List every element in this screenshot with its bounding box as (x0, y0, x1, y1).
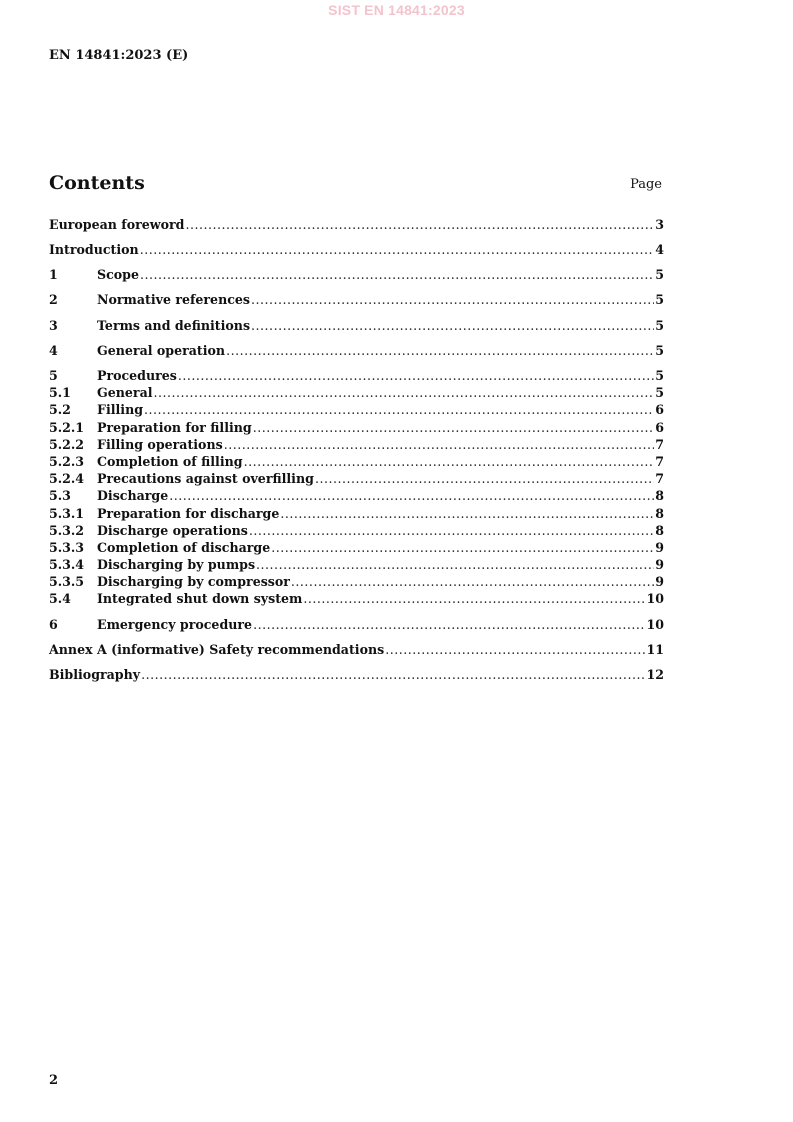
toc-dot-leader (280, 505, 654, 522)
page-column-label: Page (630, 177, 662, 192)
toc-entry-page: 5 (655, 292, 664, 307)
toc-entry-title: Filling operations (97, 437, 223, 452)
toc-entry-title: Preparation for discharge (97, 506, 280, 521)
toc-entry-title: Discharging by compressor (97, 574, 290, 589)
toc-entry-page: 6 (655, 420, 664, 435)
toc-dot-leader (253, 419, 655, 436)
toc-entry[interactable] (49, 573, 664, 590)
toc-entry-page: 8 (655, 523, 664, 538)
toc-dot-leader (154, 384, 655, 401)
toc-entry[interactable] (49, 384, 664, 401)
toc-entry-title: General (97, 385, 153, 400)
toc-entry-title: Scope (97, 267, 139, 282)
toc-entry-number: 5.3.1 (49, 506, 85, 521)
toc-entry[interactable] (49, 216, 664, 233)
toc-entry-title: Discharging by pumps (97, 557, 256, 572)
toc-entry-number: 5.3 (49, 488, 71, 503)
toc-dot-leader (249, 522, 654, 539)
toc-entry[interactable] (49, 470, 664, 487)
toc-entry[interactable] (49, 616, 664, 633)
toc-entry-number: 4 (49, 343, 58, 358)
toc-dot-leader (303, 590, 645, 607)
toc-entry-page: 11 (646, 642, 664, 657)
toc-entry-number: 6 (49, 617, 58, 632)
toc-entry-title: Completion of discharge (97, 540, 271, 555)
toc-dot-leader (178, 367, 654, 384)
toc-dot-leader (256, 556, 654, 573)
toc-entry-number: 5.3.2 (49, 523, 85, 538)
toc-entry-page: 5 (655, 267, 664, 282)
toc-entry-title: Normative references (97, 292, 251, 307)
toc-entry-title: Introduction (49, 242, 139, 257)
contents-heading: Contents (49, 172, 145, 194)
toc-entry-page: 8 (655, 506, 664, 521)
toc-entry-page: 5 (655, 385, 664, 400)
toc-entry-page: 3 (655, 217, 664, 232)
toc-entry-page: 10 (646, 591, 664, 606)
toc-dot-leader (315, 470, 654, 487)
toc-entry-title: Precautions against overfilling (97, 471, 314, 486)
toc-dot-leader (253, 616, 645, 633)
toc-entry-number: 5.3.4 (49, 557, 85, 572)
toc-entry[interactable] (49, 453, 664, 470)
toc-dot-leader (244, 453, 655, 470)
toc-dot-leader (385, 641, 645, 658)
toc-entry-number: 5 (49, 368, 58, 383)
toc-entry[interactable] (49, 317, 664, 334)
toc-entry-page: 9 (655, 557, 664, 572)
toc-entry-page: 5 (655, 343, 664, 358)
toc-entry-page: 10 (646, 617, 664, 632)
toc-entry-number: 5.2.3 (49, 454, 85, 469)
toc-entry-title: Procedures (97, 368, 177, 383)
toc-entry-page: 8 (655, 488, 664, 503)
toc-entry-page: 9 (655, 540, 664, 555)
toc-dot-leader (140, 266, 654, 283)
toc-entry[interactable] (49, 291, 664, 308)
toc-entry-number: 5.2.4 (49, 471, 85, 486)
toc-entry-title: General operation (97, 343, 226, 358)
toc-entry-title: Annex A (informative) Safety recommendations (49, 642, 385, 657)
toc-entry[interactable] (49, 266, 664, 283)
toc-entry-title: Filling (97, 402, 144, 417)
toc-dot-leader (169, 487, 654, 504)
toc-entry-title: European foreword (49, 217, 185, 232)
toc-entry-number: 5.4 (49, 591, 71, 606)
toc-entry-title: Preparation for filling (97, 420, 252, 435)
toc-entry-page: 5 (655, 318, 664, 333)
toc-entry-number: 5.2 (49, 402, 71, 417)
toc-entry[interactable] (49, 505, 664, 522)
toc-dot-leader (140, 241, 655, 258)
toc-entry-page: 9 (655, 574, 664, 589)
toc-entry-number: 5.3.3 (49, 540, 85, 555)
toc-dot-leader (251, 317, 654, 334)
toc-entry-number: 2 (49, 292, 58, 307)
toc-entry[interactable] (49, 436, 664, 453)
toc-dot-leader (251, 291, 654, 308)
toc-dot-leader (291, 573, 654, 590)
toc-dot-leader (141, 666, 645, 683)
toc-entry-number: 5.1 (49, 385, 71, 400)
toc-entry[interactable] (49, 342, 664, 359)
toc-entry-title: Bibliography (49, 667, 141, 682)
toc-entry-title: Completion of filling (97, 454, 243, 469)
toc-entry-number: 1 (49, 267, 58, 282)
toc-entry[interactable] (49, 419, 664, 436)
toc-entry-number: 5.3.5 (49, 574, 85, 589)
toc-entry[interactable] (49, 590, 664, 607)
toc-entry-page: 7 (655, 471, 664, 486)
toc-entry[interactable] (49, 666, 664, 683)
toc-entry-page: 7 (655, 437, 664, 452)
toc-dot-leader (185, 216, 654, 233)
watermark: SIST EN 14841:2023 (328, 2, 465, 18)
toc-dot-leader (271, 539, 654, 556)
toc-entry-number: 3 (49, 318, 58, 333)
toc-entry-page: 7 (655, 454, 664, 469)
toc-dot-leader (226, 342, 654, 359)
toc-entry-title: Terms and definitions (97, 318, 251, 333)
toc-entry[interactable] (49, 556, 664, 573)
toc-entry-page: 5 (655, 368, 664, 383)
toc-entry[interactable] (49, 641, 664, 658)
toc-entry-page: 12 (646, 667, 664, 682)
page-number: 2 (49, 1073, 59, 1088)
toc-entry[interactable] (49, 539, 664, 556)
toc-entry-title: Integrated shut down system (97, 591, 303, 606)
toc-entry[interactable] (49, 522, 664, 539)
toc-entry[interactable] (49, 367, 664, 384)
document-id: EN 14841:2023 (E) (49, 48, 189, 63)
toc-entry-title: Emergency procedure (97, 617, 253, 632)
toc-entry-number: 5.2.1 (49, 420, 85, 435)
toc-entry[interactable] (49, 487, 664, 504)
toc-dot-leader (144, 401, 654, 418)
toc-entry-title: Discharge (97, 488, 169, 503)
toc-entry[interactable] (49, 241, 664, 258)
toc-dot-leader (224, 436, 655, 453)
toc-entry-page: 6 (655, 402, 664, 417)
toc-entry-title: Discharge operations (97, 523, 248, 538)
toc-entry-number: 5.2.2 (49, 437, 85, 452)
toc-entry[interactable] (49, 401, 664, 418)
toc-entry-page: 4 (655, 242, 664, 257)
